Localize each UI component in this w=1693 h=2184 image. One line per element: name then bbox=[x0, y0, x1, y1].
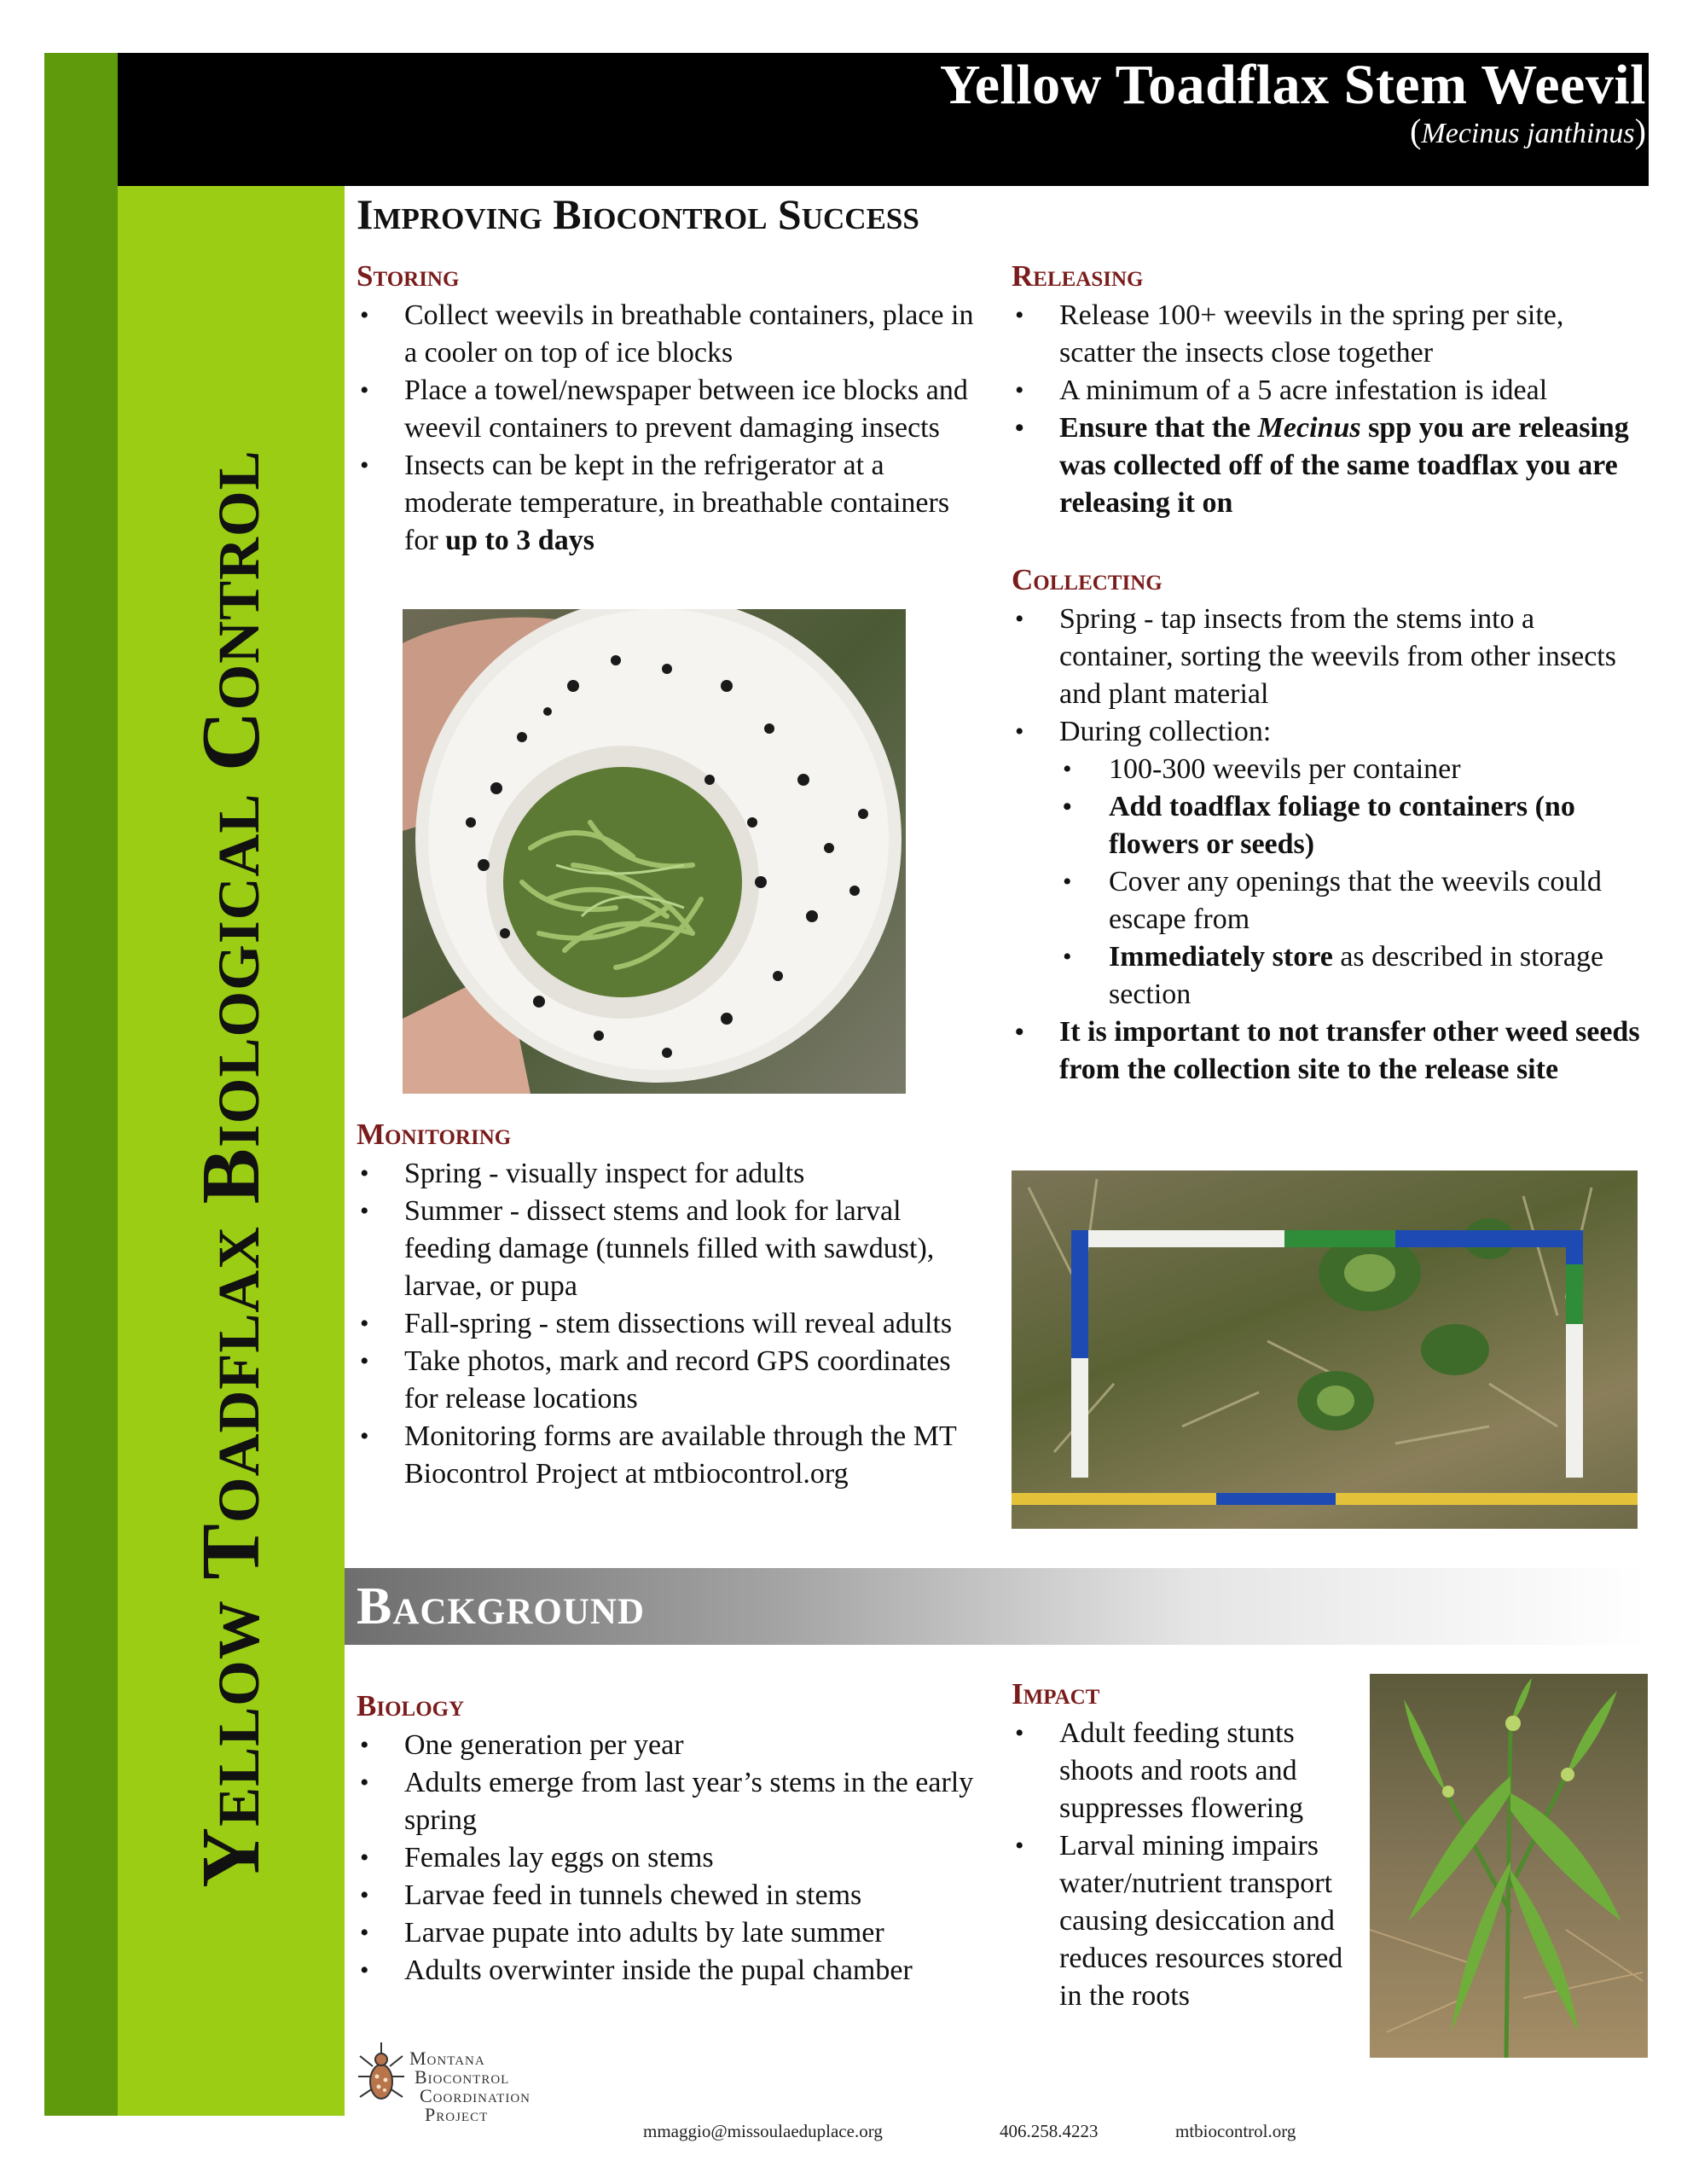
list-item: • Females lay eggs on stems bbox=[357, 1839, 988, 1877]
storing-list bbox=[357, 297, 988, 560]
list-item: • Larvae pupate into adults by late summer bbox=[357, 1914, 988, 1952]
background-title: Background bbox=[357, 1577, 646, 1635]
quadrat-field-photo bbox=[1012, 1170, 1638, 1529]
list-item: • Release 100+ weevils in the spring per site, scatter the insects close together bbox=[1012, 297, 1643, 372]
biology-heading: Biology bbox=[357, 1689, 465, 1722]
biology-list bbox=[357, 1727, 988, 1989]
list-item: • Adults emerge from last year’s stems in the early spring bbox=[357, 1764, 988, 1839]
page-title: Improving Biocontrol Success bbox=[357, 190, 919, 238]
impact-heading: Impact bbox=[1012, 1677, 1100, 1711]
collecting-list bbox=[1012, 601, 1643, 1089]
list-item: • Insects can be kept in the refrigerator at a moderate temperature, in breathable containers for up to 3 days bbox=[357, 447, 988, 560]
list-item: • Spring - tap insects from the stems into a container, sorting the weevils from other insects and plant material bbox=[1012, 601, 1643, 713]
list-item: • Take photos, mark and record GPS coordinates for release locations bbox=[357, 1343, 988, 1418]
list-item: • Summer - dissect stems and look for larval feeding damage (tunnels filled with sawdust), larvae, or pupa bbox=[357, 1193, 988, 1305]
collecting-sublist bbox=[1059, 751, 1643, 1014]
weevil-cup-photo bbox=[403, 609, 906, 1094]
list-item: • Cover any openings that the weevils could escape from bbox=[1059, 863, 1643, 938]
list-item: • Adults overwinter inside the pupal chamber bbox=[357, 1952, 988, 1989]
header-title: Yellow Toadflax Stem Weevil bbox=[939, 54, 1646, 116]
sidebar-title: Yellow Toadflax Biological Control bbox=[185, 450, 277, 1888]
header-species: (Mecinus janthinus) bbox=[1410, 112, 1646, 150]
monitoring-heading: Monitoring bbox=[357, 1118, 512, 1151]
releasing-heading: Releasing bbox=[1012, 259, 1144, 293]
list-item: • Ensure that the Mecinus spp you are releasing was collected off of the same toadflax you are releasing it on bbox=[1012, 410, 1643, 522]
list-item: • Collect weevils in breathable containers, place in a cooler on top of ice blocks bbox=[357, 297, 988, 372]
list-item: • A minimum of a 5 acre infestation is ideal bbox=[1012, 372, 1643, 410]
list-item: • Monitoring forms are available through the MT Biocontrol Project at mtbiocontrol.org bbox=[357, 1418, 988, 1493]
sidebar-dark-stripe bbox=[44, 53, 118, 2116]
footer-website[interactable]: mtbiocontrol.org bbox=[1175, 2121, 1296, 2141]
list-item: • Add toadflax foliage to containers (no flowers or seeds) bbox=[1059, 788, 1643, 863]
releasing-list bbox=[1012, 297, 1643, 522]
list-item: • During collection: • 100-300 weevils per container • Add toadflax foliage to containers (no flowers or seeds) • Cover any openings that the weevils could escape from • Immediately store as described in storage section bbox=[1012, 713, 1643, 1014]
list-item: • Immediately store as described in storage section bbox=[1059, 938, 1643, 1014]
weevil-logo-icon bbox=[351, 2041, 411, 2109]
list-item: • Spring - visually inspect for adults bbox=[357, 1155, 988, 1193]
footer-email[interactable]: mmaggio@missoulaeduplace.org bbox=[643, 2121, 883, 2141]
list-item: • It is important to not transfer other weed seeds from the collection site to the release site bbox=[1012, 1014, 1643, 1089]
footer-phone: 406.258.4223 bbox=[1000, 2121, 1099, 2141]
list-item: • Place a towel/newspaper between ice blocks and weevil containers to prevent damaging insects bbox=[357, 372, 988, 447]
monitoring-list bbox=[357, 1155, 988, 1493]
collecting-heading: Collecting bbox=[1012, 563, 1162, 596]
list-item: • Adult feeding stunts shoots and roots and suppresses flowering bbox=[1012, 1715, 1370, 1827]
list-item: • 100-300 weevils per container bbox=[1059, 751, 1643, 788]
toadflax-plant-photo bbox=[1370, 1674, 1648, 2058]
list-item: • Fall-spring - stem dissections will reveal adults bbox=[357, 1305, 988, 1343]
list-item: • Larval mining impairs water/nutrient transport causing desiccation and reduces resources stored in the roots bbox=[1012, 1827, 1370, 2015]
list-item: • One generation per year bbox=[357, 1727, 988, 1764]
species-name: Mecinus janthinus bbox=[1421, 118, 1635, 149]
storing-heading: Storing bbox=[357, 259, 460, 293]
list-item: • Larvae feed in tunnels chewed in stems bbox=[357, 1877, 988, 1914]
impact-list bbox=[1012, 1715, 1370, 2015]
logo-wordmark: Montana Biocontrol Coordination Project bbox=[409, 2048, 531, 2125]
